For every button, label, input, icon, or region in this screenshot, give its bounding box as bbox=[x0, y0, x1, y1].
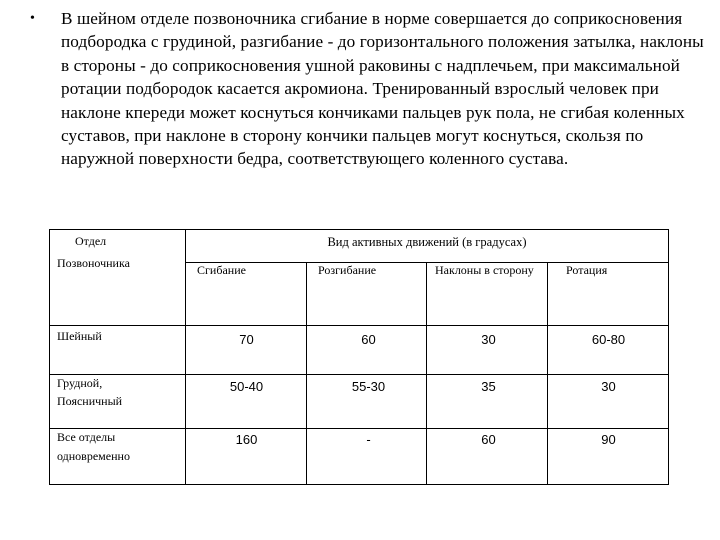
header-flexion: Сгибание bbox=[197, 263, 246, 277]
col-divider-4 bbox=[547, 262, 548, 485]
table-border-top bbox=[49, 229, 669, 230]
header-section-line1: Отдел bbox=[75, 234, 107, 248]
row-3-lateral: 60 bbox=[481, 432, 496, 447]
header-rotation: Ротация bbox=[566, 263, 608, 277]
row-3-rotation: 90 bbox=[601, 432, 616, 447]
col-divider-3 bbox=[426, 262, 427, 485]
movement-table bbox=[49, 229, 669, 485]
paragraph-text: В шейном отделе позвоночника сгибание в норме совершается до соприкосновения подбородка с грудиной, разгибание - до горизонтального положения затылка, наклоны в стороны - до соприкосновения ушной раковины с надплечьем, при максимальной ротации подбородок касается акромиона. Тренированный взрослый человек при наклоне кпереди может коснуться кончиками пальцев рук пола, не сгибая коленных суставов, при наклоне в сторону кончики пальцев могут коснуться, скользя по наружной поверхности бедра, соответствующего коленного сустава. bbox=[61, 9, 704, 169]
row-3-extension: - bbox=[366, 432, 371, 447]
row-1-lateral: 30 bbox=[481, 332, 496, 347]
row-3-section-line2: одновременно bbox=[57, 449, 130, 463]
header-extension: Розгибание bbox=[318, 263, 377, 277]
row-2-lateral: 35 bbox=[481, 379, 496, 394]
table-border-right bbox=[668, 229, 669, 485]
row-1-flexion: 70 bbox=[239, 332, 254, 347]
bullet-marker: • bbox=[30, 11, 35, 26]
row-1-extension: 60 bbox=[361, 332, 376, 347]
main-paragraph bbox=[30, 7, 710, 171]
row-divider-1 bbox=[49, 374, 669, 375]
col-divider-1 bbox=[185, 229, 186, 485]
row-3-section-line1: Все отделы bbox=[57, 430, 116, 444]
row-2-rotation: 30 bbox=[601, 379, 616, 394]
header-section-line2: Позвоночника bbox=[57, 256, 130, 270]
header-bottom-line bbox=[49, 325, 669, 326]
header-lateral: Наклоны в сторону bbox=[435, 263, 534, 277]
header-group-title: Вид активных движений (в градусах) bbox=[327, 235, 527, 249]
table-border-bottom bbox=[49, 484, 669, 485]
row-1-section: Шейный bbox=[57, 329, 102, 343]
row-2-section-line2: Поясничный bbox=[57, 394, 123, 408]
row-1-rotation: 60-80 bbox=[591, 332, 626, 347]
row-3-flexion: 160 bbox=[235, 432, 258, 447]
row-2-section-line1: Грудной, bbox=[57, 376, 103, 390]
row-2-extension: 55-30 bbox=[351, 379, 386, 394]
row-2-flexion: 50-40 bbox=[229, 379, 264, 394]
table-border-left bbox=[49, 229, 50, 485]
col-divider-2 bbox=[306, 262, 307, 485]
row-divider-2 bbox=[49, 428, 669, 429]
